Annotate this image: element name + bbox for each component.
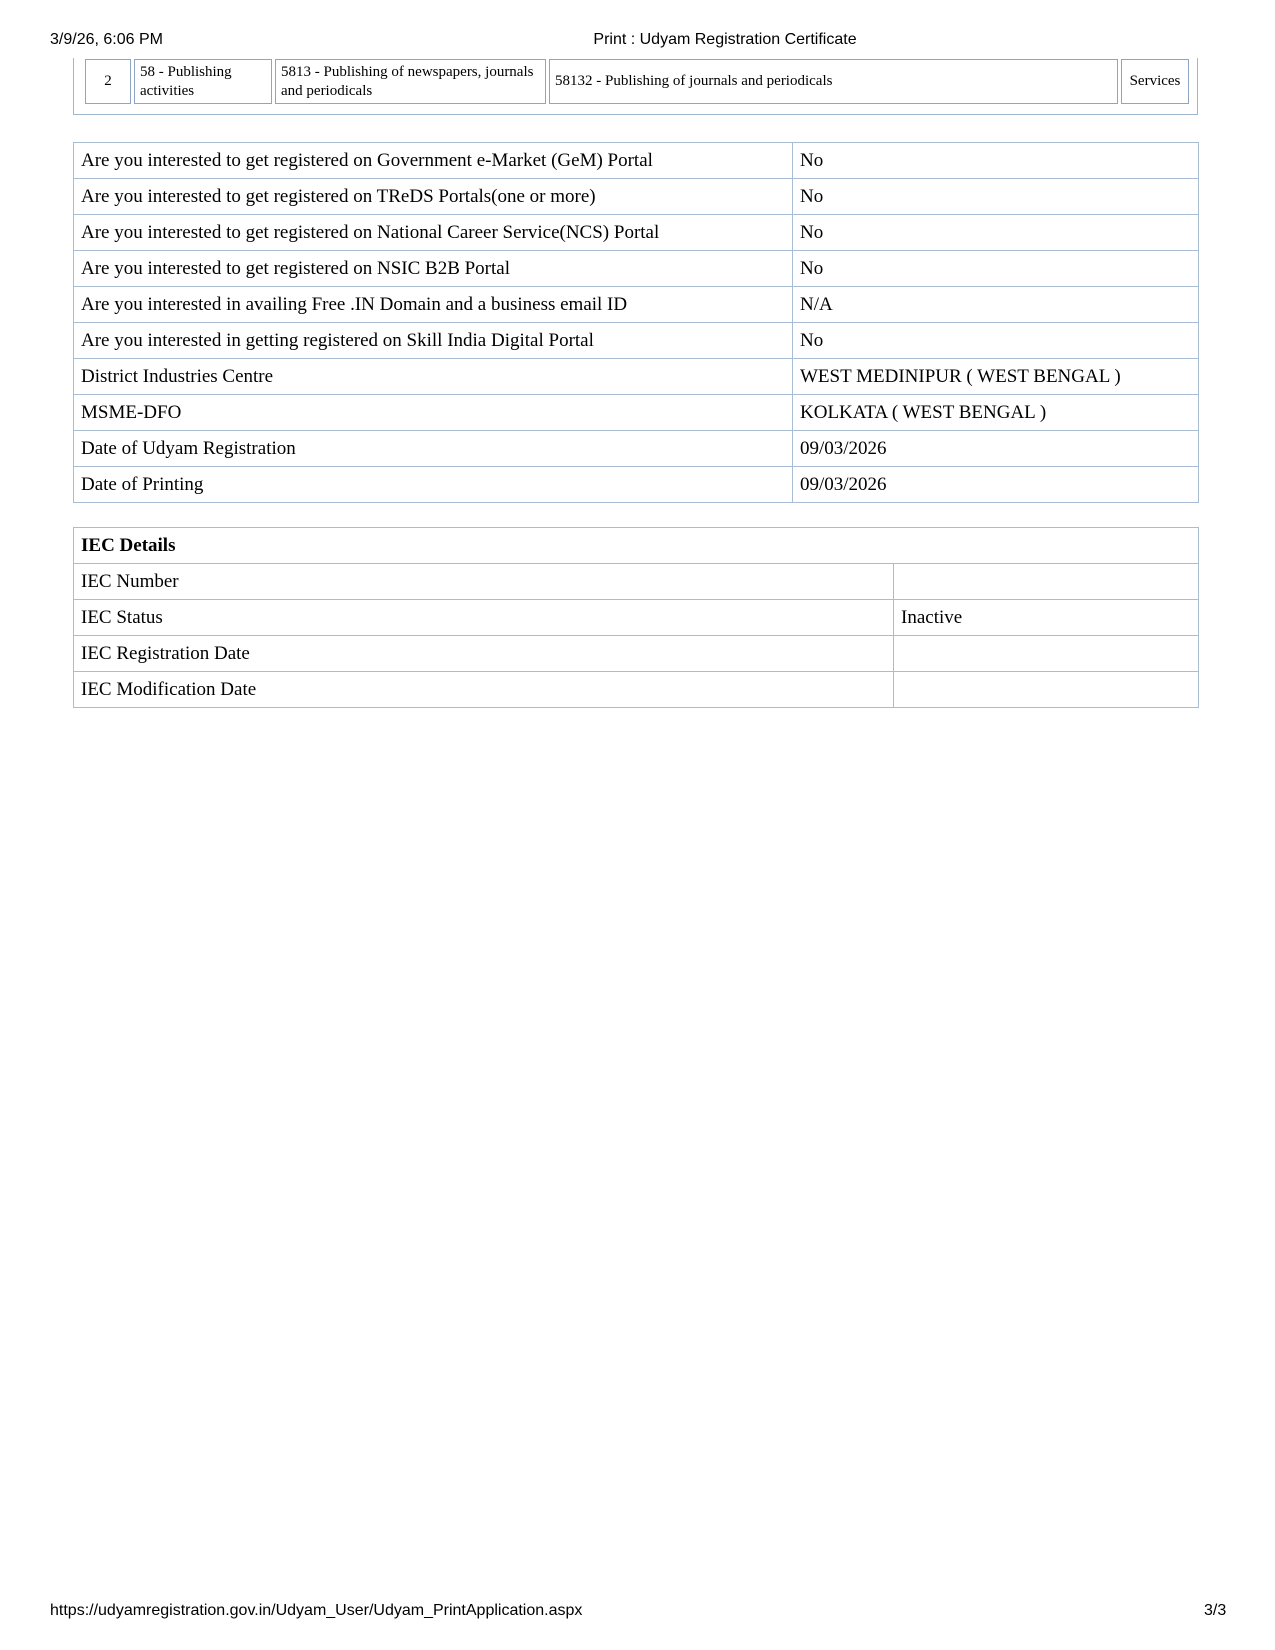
option-question: Are you interested to get registered on Government e-Market (GeM) Portal [74,143,793,179]
option-question: Are you interested to get registered on TReDS Portals(one or more) [74,179,793,215]
nic-division: 58 - Publishing activities [134,59,272,104]
nic-sno: 2 [85,59,131,104]
iec-label: IEC Registration Date [74,636,894,672]
table-row [74,600,1199,636]
iec-label: IEC Status [74,600,894,636]
nic-type: Services [1121,59,1189,104]
iec-details-title: IEC Details [74,528,1199,564]
table-row [74,395,1199,431]
iec-label: IEC Modification Date [74,672,894,708]
option-answer: 09/03/2026 [793,467,1199,503]
option-question: Date of Udyam Registration [74,431,793,467]
table-row [74,287,1199,323]
table-row [74,467,1199,503]
option-answer: WEST MEDINIPUR ( WEST BENGAL ) [793,359,1199,395]
option-answer: No [793,143,1199,179]
option-answer: KOLKATA ( WEST BENGAL ) [793,395,1199,431]
table-row [74,672,1199,708]
option-answer: No [793,323,1199,359]
option-question: Date of Printing [74,467,793,503]
option-question: Are you interested in availing Free .IN Domain and a business email ID [74,287,793,323]
registration-options-table [73,142,1199,503]
iec-value [894,564,1199,600]
nic-activity-table [73,58,1198,115]
option-answer: 09/03/2026 [793,431,1199,467]
iec-label: IEC Number [74,564,894,600]
table-row [74,528,1199,564]
iec-details-table [73,527,1199,708]
nic-row-table [82,59,1192,104]
option-answer: No [793,179,1199,215]
table-row [74,564,1199,600]
table-row [74,323,1199,359]
table-row [74,179,1199,215]
option-question: Are you interested to get registered on NSIC B2B Portal [74,251,793,287]
page-number: 3/3 [1204,1602,1227,1619]
table-row [85,59,1189,104]
iec-value [894,672,1199,708]
option-question: District Industries Centre [74,359,793,395]
table-row [74,251,1199,287]
nic-activity: 58132 - Publishing of journals and periodicals [549,59,1118,104]
print-datetime: 3/9/26, 6:06 PM [50,31,163,48]
option-answer: No [793,215,1199,251]
option-question: Are you interested to get registered on National Career Service(NCS) Portal [74,215,793,251]
table-row [74,143,1199,179]
table-row [74,215,1199,251]
iec-value: Inactive [894,600,1199,636]
iec-value [894,636,1199,672]
table-row [74,431,1199,467]
option-answer: N/A [793,287,1199,323]
option-question: MSME-DFO [74,395,793,431]
option-answer: No [793,251,1199,287]
table-row [74,636,1199,672]
print-title: Print : Udyam Registration Certificate [593,31,857,48]
nic-group: 5813 - Publishing of newspapers, journals and periodicals [275,59,546,104]
option-question: Are you interested in getting registered on Skill India Digital Portal [74,323,793,359]
table-row [74,359,1199,395]
page-url: https://udyamregistration.gov.in/Udyam_User/Udyam_PrintApplication.aspx [50,1602,583,1619]
